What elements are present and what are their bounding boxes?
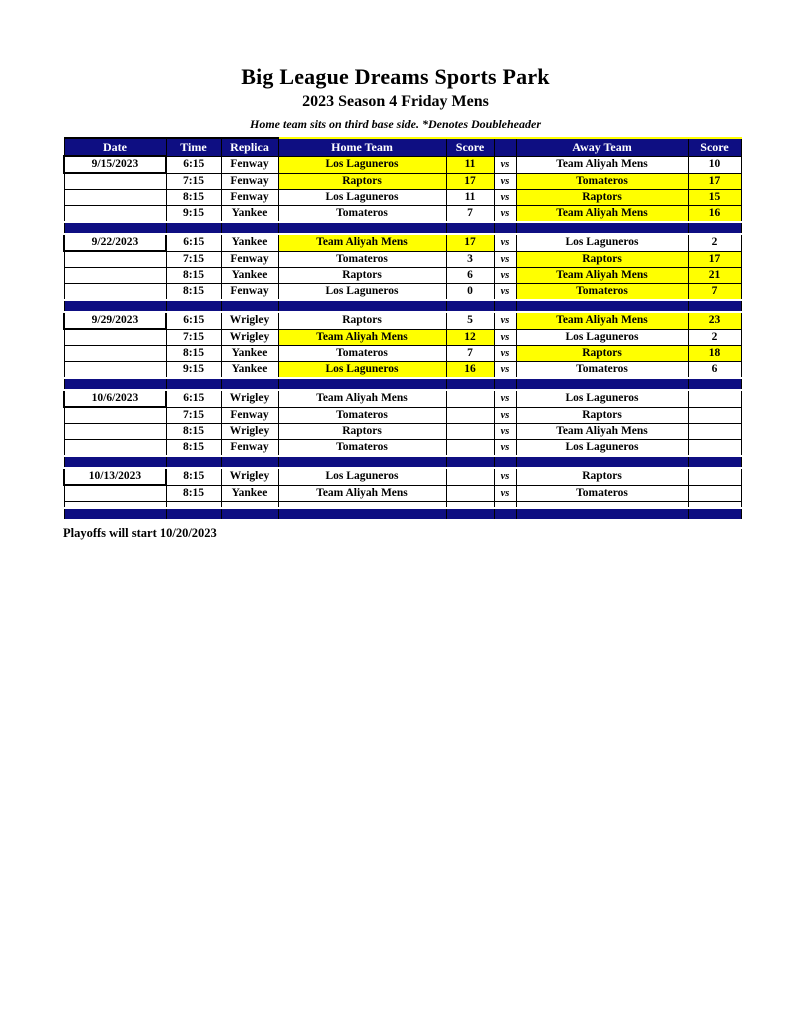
separator-row (64, 456, 741, 468)
separator-row-cell (688, 456, 741, 468)
game-replica: Fenway (221, 407, 278, 424)
home-team-cell: Team Aliyah Mens (278, 390, 446, 407)
game-date (64, 329, 166, 346)
separator-row-cell (221, 378, 278, 390)
game-replica: Wrigley (221, 312, 278, 329)
game-row (64, 268, 741, 284)
away-score-cell: 15 (688, 190, 741, 206)
separator-row-cell (688, 378, 741, 390)
home-team-cell: Los Laguneros (278, 362, 446, 379)
separator-row-cell (221, 300, 278, 312)
game-replica: Wrigley (221, 329, 278, 346)
separator-row-cell (516, 508, 688, 520)
game-time: 9:15 (166, 206, 221, 223)
vs-label: vs (494, 440, 516, 457)
home-team-cell: Los Laguneros (278, 156, 446, 173)
game-row (64, 390, 741, 407)
away-score-cell (688, 468, 741, 485)
game-date (64, 206, 166, 223)
away-score-cell: 10 (688, 156, 741, 173)
col-header-time: Time (166, 138, 221, 156)
away-team-cell: Raptors (516, 468, 688, 485)
game-date (64, 268, 166, 284)
separator-row-cell (494, 456, 516, 468)
away-score-cell: 17 (688, 251, 741, 268)
game-time: 7:15 (166, 173, 221, 190)
away-team-cell: Tomateros (516, 362, 688, 379)
game-row (64, 424, 741, 440)
game-row (64, 156, 741, 173)
game-row (64, 362, 741, 379)
home-score-cell (446, 468, 494, 485)
game-row (64, 440, 741, 457)
vs-label: vs (494, 173, 516, 190)
game-time: 8:15 (166, 190, 221, 206)
game-date: 9/29/2023 (64, 312, 166, 329)
home-score-cell (446, 407, 494, 424)
game-replica: Fenway (221, 284, 278, 301)
game-row (64, 284, 741, 301)
home-score-cell: 5 (446, 312, 494, 329)
home-score-cell: 7 (446, 346, 494, 362)
game-date (64, 173, 166, 190)
home-score-cell: 6 (446, 268, 494, 284)
home-team-cell: Raptors (278, 312, 446, 329)
col-header-home-score: Score (446, 138, 494, 156)
col-header-away-team: Away Team (516, 138, 688, 156)
game-date: 10/13/2023 (64, 468, 166, 485)
away-team-cell: Raptors (516, 346, 688, 362)
home-team-cell: Raptors (278, 268, 446, 284)
away-team-cell: Tomateros (516, 284, 688, 301)
separator-row-cell (516, 300, 688, 312)
separator-row-cell (446, 378, 494, 390)
game-replica: Yankee (221, 485, 278, 502)
vs-label: vs (494, 284, 516, 301)
home-score-cell: 0 (446, 284, 494, 301)
home-team-cell: Team Aliyah Mens (278, 485, 446, 502)
game-row (64, 407, 741, 424)
game-time: 7:15 (166, 407, 221, 424)
separator-row-cell (64, 456, 166, 468)
away-team-cell: Raptors (516, 190, 688, 206)
game-time: 7:15 (166, 329, 221, 346)
col-header-vs (494, 138, 516, 156)
game-time: 8:15 (166, 268, 221, 284)
away-score-cell (688, 407, 741, 424)
game-replica: Yankee (221, 234, 278, 251)
away-score-cell (688, 424, 741, 440)
game-date (64, 346, 166, 362)
game-replica: Wrigley (221, 468, 278, 485)
game-replica: Fenway (221, 190, 278, 206)
col-header-away-score: Score (688, 138, 741, 156)
game-replica: Yankee (221, 362, 278, 379)
separator-row-cell (494, 222, 516, 234)
home-score-cell (446, 390, 494, 407)
separator-row-cell (166, 456, 221, 468)
page-subtitle: 2023 Season 4 Friday Mens (302, 93, 489, 110)
home-team-cell: Tomateros (278, 407, 446, 424)
separator-row-cell (446, 222, 494, 234)
separator-row-cell (166, 508, 221, 520)
vs-label: vs (494, 312, 516, 329)
game-date (64, 485, 166, 502)
vs-label: vs (494, 251, 516, 268)
home-team-cell: Raptors (278, 173, 446, 190)
vs-label: vs (494, 390, 516, 407)
game-date (64, 362, 166, 379)
separator-row-cell (64, 222, 166, 234)
home-team-cell: Los Laguneros (278, 468, 446, 485)
vs-label: vs (494, 268, 516, 284)
game-replica: Yankee (221, 346, 278, 362)
separator-row-cell (494, 508, 516, 520)
game-replica: Wrigley (221, 424, 278, 440)
away-score-cell: 2 (688, 329, 741, 346)
vs-label: vs (494, 346, 516, 362)
home-team-cell: Tomateros (278, 440, 446, 457)
game-row (64, 234, 741, 251)
home-team-cell: Tomateros (278, 346, 446, 362)
home-team-cell: Tomateros (278, 206, 446, 223)
col-header-home-team: Home Team (278, 138, 446, 156)
away-team-cell: Raptors (516, 407, 688, 424)
game-time: 8:15 (166, 485, 221, 502)
home-score-cell (446, 440, 494, 457)
away-score-cell: 2 (688, 234, 741, 251)
home-team-cell: Team Aliyah Mens (278, 234, 446, 251)
home-score-cell: 17 (446, 234, 494, 251)
away-team-cell: Team Aliyah Mens (516, 424, 688, 440)
game-date (64, 251, 166, 268)
separator-row-cell (688, 222, 741, 234)
vs-label: vs (494, 206, 516, 223)
game-replica: Fenway (221, 440, 278, 457)
separator-row-cell (166, 222, 221, 234)
home-score-cell: 11 (446, 190, 494, 206)
away-team-cell: Team Aliyah Mens (516, 206, 688, 223)
home-score-cell: 16 (446, 362, 494, 379)
away-team-cell: Los Laguneros (516, 329, 688, 346)
away-team-cell: Tomateros (516, 173, 688, 190)
game-replica: Fenway (221, 173, 278, 190)
separator-row (64, 508, 741, 520)
separator-row-cell (278, 378, 446, 390)
home-team-cell: Los Laguneros (278, 284, 446, 301)
home-score-cell (446, 424, 494, 440)
game-time: 9:15 (166, 362, 221, 379)
game-replica: Yankee (221, 206, 278, 223)
vs-label: vs (494, 407, 516, 424)
away-team-cell: Team Aliyah Mens (516, 268, 688, 284)
game-row (64, 312, 741, 329)
game-time: 8:15 (166, 424, 221, 440)
separator-row-cell (516, 222, 688, 234)
home-score-cell: 11 (446, 156, 494, 173)
home-team-note: Home team sits on third base side. *Denotes Doubleheader (250, 117, 541, 131)
game-replica: Fenway (221, 251, 278, 268)
playoffs-note: Playoffs will start 10/20/2023 (63, 526, 217, 540)
away-score-cell: 16 (688, 206, 741, 223)
game-time: 6:15 (166, 156, 221, 173)
separator-row-cell (221, 456, 278, 468)
game-row (64, 329, 741, 346)
game-date: 9/22/2023 (64, 234, 166, 251)
vs-label: vs (494, 468, 516, 485)
table-header-row (64, 138, 741, 156)
separator-row-cell (166, 300, 221, 312)
game-time: 6:15 (166, 312, 221, 329)
away-score-cell: 6 (688, 362, 741, 379)
game-time: 6:15 (166, 234, 221, 251)
home-score-cell: 12 (446, 329, 494, 346)
home-team-cell: Team Aliyah Mens (278, 329, 446, 346)
game-row (64, 190, 741, 206)
home-score-cell: 3 (446, 251, 494, 268)
away-score-cell: 7 (688, 284, 741, 301)
away-team-cell: Team Aliyah Mens (516, 156, 688, 173)
game-time: 8:15 (166, 346, 221, 362)
separator-row-cell (516, 378, 688, 390)
separator-row-cell (64, 300, 166, 312)
game-replica: Yankee (221, 268, 278, 284)
separator-row-cell (64, 508, 166, 520)
game-date (64, 407, 166, 424)
page-title: Big League Dreams Sports Park (241, 64, 550, 89)
away-team-cell: Team Aliyah Mens (516, 312, 688, 329)
away-score-cell (688, 440, 741, 457)
game-date (64, 440, 166, 457)
separator-row (64, 222, 741, 234)
separator-row-cell (221, 222, 278, 234)
home-score-cell: 7 (446, 206, 494, 223)
game-row (64, 346, 741, 362)
away-team-cell: Tomateros (516, 485, 688, 502)
separator-row (64, 378, 741, 390)
home-team-cell: Raptors (278, 424, 446, 440)
separator-row-cell (278, 456, 446, 468)
col-header-date: Date (64, 138, 166, 156)
separator-row-cell (446, 456, 494, 468)
game-replica: Wrigley (221, 390, 278, 407)
game-replica: Fenway (221, 156, 278, 173)
vs-label: vs (494, 362, 516, 379)
vs-label: vs (494, 234, 516, 251)
separator-row-cell (494, 378, 516, 390)
game-date: 10/6/2023 (64, 390, 166, 407)
separator-row-cell (278, 508, 446, 520)
away-score-cell (688, 485, 741, 502)
away-score-cell: 21 (688, 268, 741, 284)
separator-row-cell (688, 508, 741, 520)
home-score-cell (446, 485, 494, 502)
away-score-cell: 17 (688, 173, 741, 190)
vs-label: vs (494, 329, 516, 346)
game-row (64, 485, 741, 502)
game-date (64, 190, 166, 206)
separator-row-cell (516, 456, 688, 468)
away-score-cell (688, 390, 741, 407)
vs-label: vs (494, 156, 516, 173)
game-date (64, 424, 166, 440)
col-header-replica: Replica (221, 138, 278, 156)
game-date (64, 284, 166, 301)
vs-label: vs (494, 424, 516, 440)
separator-row (64, 300, 741, 312)
away-score-cell: 23 (688, 312, 741, 329)
game-time: 8:15 (166, 284, 221, 301)
vs-label: vs (494, 190, 516, 206)
game-date: 9/15/2023 (64, 156, 166, 173)
away-team-cell: Los Laguneros (516, 440, 688, 457)
separator-row-cell (446, 508, 494, 520)
away-team-cell: Los Laguneros (516, 234, 688, 251)
separator-row-cell (688, 300, 741, 312)
home-score-cell: 17 (446, 173, 494, 190)
game-time: 8:15 (166, 468, 221, 485)
separator-row-cell (166, 378, 221, 390)
separator-row-cell (64, 378, 166, 390)
vs-label: vs (494, 485, 516, 502)
game-row (64, 173, 741, 190)
game-time: 8:15 (166, 440, 221, 457)
separator-row-cell (278, 300, 446, 312)
home-team-cell: Tomateros (278, 251, 446, 268)
game-row (64, 251, 741, 268)
game-row (64, 468, 741, 485)
separator-row-cell (221, 508, 278, 520)
separator-row-cell (278, 222, 446, 234)
away-team-cell: Raptors (516, 251, 688, 268)
game-row (64, 206, 741, 223)
away-score-cell: 18 (688, 346, 741, 362)
home-team-cell: Los Laguneros (278, 190, 446, 206)
separator-row-cell (494, 300, 516, 312)
separator-row-cell (446, 300, 494, 312)
schedule-table (63, 137, 742, 521)
game-time: 6:15 (166, 390, 221, 407)
away-team-cell: Los Laguneros (516, 390, 688, 407)
game-time: 7:15 (166, 251, 221, 268)
